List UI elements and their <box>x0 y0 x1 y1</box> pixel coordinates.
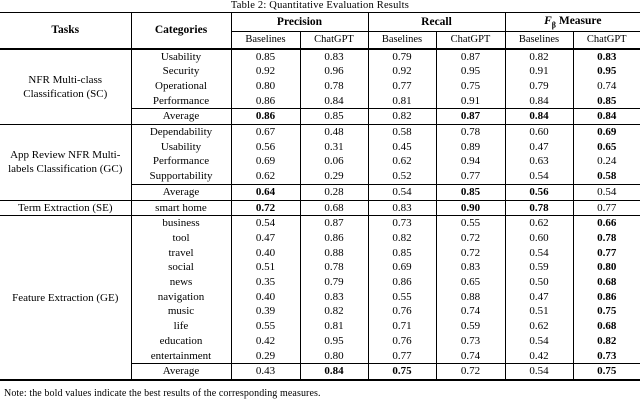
value-cell: 0.95 <box>436 64 505 79</box>
value-cell: 0.84 <box>505 94 573 109</box>
value-cell: 0.62 <box>231 169 300 184</box>
header-categories: Categories <box>131 13 231 49</box>
category-cell: Dependability <box>131 125 231 140</box>
value-cell: 0.81 <box>300 319 368 334</box>
task-cell: App Review NFR Multi-labels Classification (GC) <box>0 125 131 201</box>
value-cell: 0.68 <box>573 275 640 290</box>
value-cell: 0.78 <box>300 79 368 94</box>
value-cell: 0.31 <box>300 140 368 155</box>
value-cell: 0.84 <box>505 109 573 125</box>
header-fbeta-chatgpt: ChatGPT <box>573 32 640 49</box>
value-cell: 0.78 <box>436 125 505 140</box>
value-cell: 0.73 <box>436 334 505 349</box>
value-cell: 0.54 <box>505 246 573 261</box>
category-cell: Security <box>131 64 231 79</box>
value-cell: 0.81 <box>368 94 436 109</box>
value-cell: 0.79 <box>368 49 436 65</box>
results-table <box>0 12 640 381</box>
results-table-body <box>0 49 640 380</box>
value-cell: 0.73 <box>368 216 436 231</box>
value-cell: 0.47 <box>505 140 573 155</box>
value-cell: 0.90 <box>436 200 505 216</box>
value-cell: 0.77 <box>573 200 640 216</box>
value-cell: 0.74 <box>436 304 505 319</box>
header-fbeta-measure <box>505 13 640 32</box>
value-cell: 0.87 <box>300 216 368 231</box>
category-cell: life <box>131 319 231 334</box>
value-cell: 0.80 <box>231 79 300 94</box>
value-cell: 0.58 <box>368 125 436 140</box>
value-cell: 0.42 <box>505 349 573 364</box>
value-cell: 0.85 <box>300 109 368 125</box>
value-cell: 0.56 <box>231 140 300 155</box>
value-cell: 0.75 <box>368 364 436 380</box>
category-cell: tool <box>131 231 231 246</box>
value-cell: 0.54 <box>231 216 300 231</box>
value-cell: 0.85 <box>573 94 640 109</box>
value-cell: 0.82 <box>573 334 640 349</box>
value-cell: 0.48 <box>300 125 368 140</box>
value-cell: 0.51 <box>505 304 573 319</box>
value-cell: 0.89 <box>436 140 505 155</box>
value-cell: 0.84 <box>573 109 640 125</box>
value-cell: 0.06 <box>300 154 368 169</box>
value-cell: 0.28 <box>300 184 368 200</box>
value-cell: 0.95 <box>300 334 368 349</box>
value-cell: 0.82 <box>505 49 573 65</box>
value-cell: 0.79 <box>505 79 573 94</box>
value-cell: 0.66 <box>573 216 640 231</box>
value-cell: 0.86 <box>300 231 368 246</box>
value-cell: 0.77 <box>436 169 505 184</box>
category-cell: entertainment <box>131 349 231 364</box>
category-cell: Average <box>131 184 231 200</box>
value-cell: 0.86 <box>368 275 436 290</box>
header-fbeta-baselines: Baselines <box>505 32 573 49</box>
value-cell: 0.77 <box>573 246 640 261</box>
category-cell: Supportability <box>131 169 231 184</box>
value-cell: 0.42 <box>231 334 300 349</box>
value-cell: 0.92 <box>231 64 300 79</box>
value-cell: 0.74 <box>573 79 640 94</box>
header-precision-baselines: Baselines <box>231 32 300 49</box>
value-cell: 0.51 <box>231 260 300 275</box>
category-cell: Performance <box>131 154 231 169</box>
value-cell: 0.72 <box>231 200 300 216</box>
table-row <box>0 200 640 216</box>
value-cell: 0.77 <box>368 349 436 364</box>
value-cell: 0.55 <box>231 319 300 334</box>
value-cell: 0.78 <box>300 260 368 275</box>
category-cell: smart home <box>131 200 231 216</box>
value-cell: 0.73 <box>573 349 640 364</box>
value-cell: 0.92 <box>368 64 436 79</box>
value-cell: 0.54 <box>505 169 573 184</box>
value-cell: 0.60 <box>505 125 573 140</box>
header-tasks: Tasks <box>0 13 131 49</box>
value-cell: 0.64 <box>231 184 300 200</box>
value-cell: 0.40 <box>231 246 300 261</box>
value-cell: 0.68 <box>300 200 368 216</box>
value-cell: 0.86 <box>231 109 300 125</box>
value-cell: 0.85 <box>231 49 300 65</box>
value-cell: 0.76 <box>368 334 436 349</box>
category-cell: navigation <box>131 290 231 305</box>
value-cell: 0.56 <box>505 184 573 200</box>
category-cell: news <box>131 275 231 290</box>
category-cell: education <box>131 334 231 349</box>
value-cell: 0.87 <box>436 109 505 125</box>
task-cell: Term Extraction (SE) <box>0 200 131 216</box>
header-recall-baselines: Baselines <box>368 32 436 49</box>
value-cell: 0.83 <box>300 290 368 305</box>
value-cell: 0.78 <box>505 200 573 216</box>
value-cell: 0.67 <box>231 125 300 140</box>
value-cell: 0.83 <box>436 260 505 275</box>
value-cell: 0.87 <box>436 49 505 65</box>
value-cell: 0.86 <box>231 94 300 109</box>
value-cell: 0.59 <box>436 319 505 334</box>
value-cell: 0.62 <box>368 154 436 169</box>
value-cell: 0.79 <box>300 275 368 290</box>
table-row <box>0 49 640 65</box>
value-cell: 0.55 <box>436 216 505 231</box>
task-cell: Feature Extraction (GE) <box>0 216 131 380</box>
value-cell: 0.72 <box>436 364 505 380</box>
value-cell: 0.88 <box>300 246 368 261</box>
value-cell: 0.76 <box>368 304 436 319</box>
category-cell: music <box>131 304 231 319</box>
value-cell: 0.47 <box>231 231 300 246</box>
value-cell: 0.78 <box>573 231 640 246</box>
header-precision: Precision <box>231 13 368 32</box>
value-cell: 0.52 <box>368 169 436 184</box>
category-cell: business <box>131 216 231 231</box>
value-cell: 0.54 <box>573 184 640 200</box>
value-cell: 0.72 <box>436 231 505 246</box>
value-cell: 0.84 <box>300 94 368 109</box>
value-cell: 0.40 <box>231 290 300 305</box>
value-cell: 0.60 <box>505 231 573 246</box>
value-cell: 0.85 <box>436 184 505 200</box>
value-cell: 0.95 <box>573 64 640 79</box>
table-caption: Table 2: Quantitative Evaluation Results <box>230 0 410 11</box>
value-cell: 0.54 <box>368 184 436 200</box>
category-cell: travel <box>131 246 231 261</box>
value-cell: 0.85 <box>368 246 436 261</box>
value-cell: 0.35 <box>231 275 300 290</box>
value-cell: 0.80 <box>300 349 368 364</box>
value-cell: 0.83 <box>573 49 640 65</box>
value-cell: 0.54 <box>505 364 573 380</box>
value-cell: 0.55 <box>368 290 436 305</box>
value-cell: 0.69 <box>573 125 640 140</box>
value-cell: 0.65 <box>436 275 505 290</box>
value-cell: 0.47 <box>505 290 573 305</box>
category-cell: Usability <box>131 49 231 65</box>
header-recall-chatgpt: ChatGPT <box>436 32 505 49</box>
value-cell: 0.83 <box>368 200 436 216</box>
value-cell: 0.91 <box>505 64 573 79</box>
value-cell: 0.86 <box>573 290 640 305</box>
value-cell: 0.72 <box>436 246 505 261</box>
value-cell: 0.83 <box>300 49 368 65</box>
table-row <box>0 125 640 140</box>
value-cell: 0.39 <box>231 304 300 319</box>
value-cell: 0.69 <box>231 154 300 169</box>
table-header <box>0 13 640 49</box>
value-cell: 0.65 <box>573 140 640 155</box>
value-cell: 0.75 <box>573 304 640 319</box>
task-cell: NFR Multi-class Classification (SC) <box>0 49 131 125</box>
value-cell: 0.68 <box>573 319 640 334</box>
table-row <box>0 216 640 231</box>
value-cell: 0.43 <box>231 364 300 380</box>
fbeta-measure-label: Measure <box>558 14 602 27</box>
value-cell: 0.63 <box>505 154 573 169</box>
category-cell: Operational <box>131 79 231 94</box>
value-cell: 0.88 <box>436 290 505 305</box>
value-cell: 0.62 <box>505 319 573 334</box>
value-cell: 0.58 <box>573 169 640 184</box>
value-cell: 0.71 <box>368 319 436 334</box>
value-cell: 0.91 <box>436 94 505 109</box>
value-cell: 0.75 <box>436 79 505 94</box>
value-cell: 0.82 <box>368 109 436 125</box>
value-cell: 0.77 <box>368 79 436 94</box>
value-cell: 0.45 <box>368 140 436 155</box>
value-cell: 0.80 <box>573 260 640 275</box>
value-cell: 0.82 <box>300 304 368 319</box>
value-cell: 0.94 <box>436 154 505 169</box>
header-row-groups <box>0 13 640 32</box>
value-cell: 0.84 <box>300 364 368 380</box>
fbeta-symbol: $F_\beta$ <box>544 14 556 30</box>
value-cell: 0.24 <box>573 154 640 169</box>
value-cell: 0.62 <box>505 216 573 231</box>
value-cell: 0.74 <box>436 349 505 364</box>
category-cell: social <box>131 260 231 275</box>
value-cell: 0.59 <box>505 260 573 275</box>
value-cell: 0.96 <box>300 64 368 79</box>
header-recall: Recall <box>368 13 505 32</box>
header-precision-chatgpt: ChatGPT <box>300 32 368 49</box>
value-cell: 0.54 <box>505 334 573 349</box>
value-cell: 0.82 <box>368 231 436 246</box>
category-cell: Usability <box>131 140 231 155</box>
value-cell: 0.75 <box>573 364 640 380</box>
value-cell: 0.69 <box>368 260 436 275</box>
value-cell: 0.50 <box>505 275 573 290</box>
value-cell: 0.29 <box>231 349 300 364</box>
category-cell: Performance <box>131 94 231 109</box>
table-footnote: Note: the bold values indicate the best results of the corresponding measures. <box>4 387 321 399</box>
category-cell: Average <box>131 109 231 125</box>
category-cell: Average <box>131 364 231 380</box>
value-cell: 0.29 <box>300 169 368 184</box>
